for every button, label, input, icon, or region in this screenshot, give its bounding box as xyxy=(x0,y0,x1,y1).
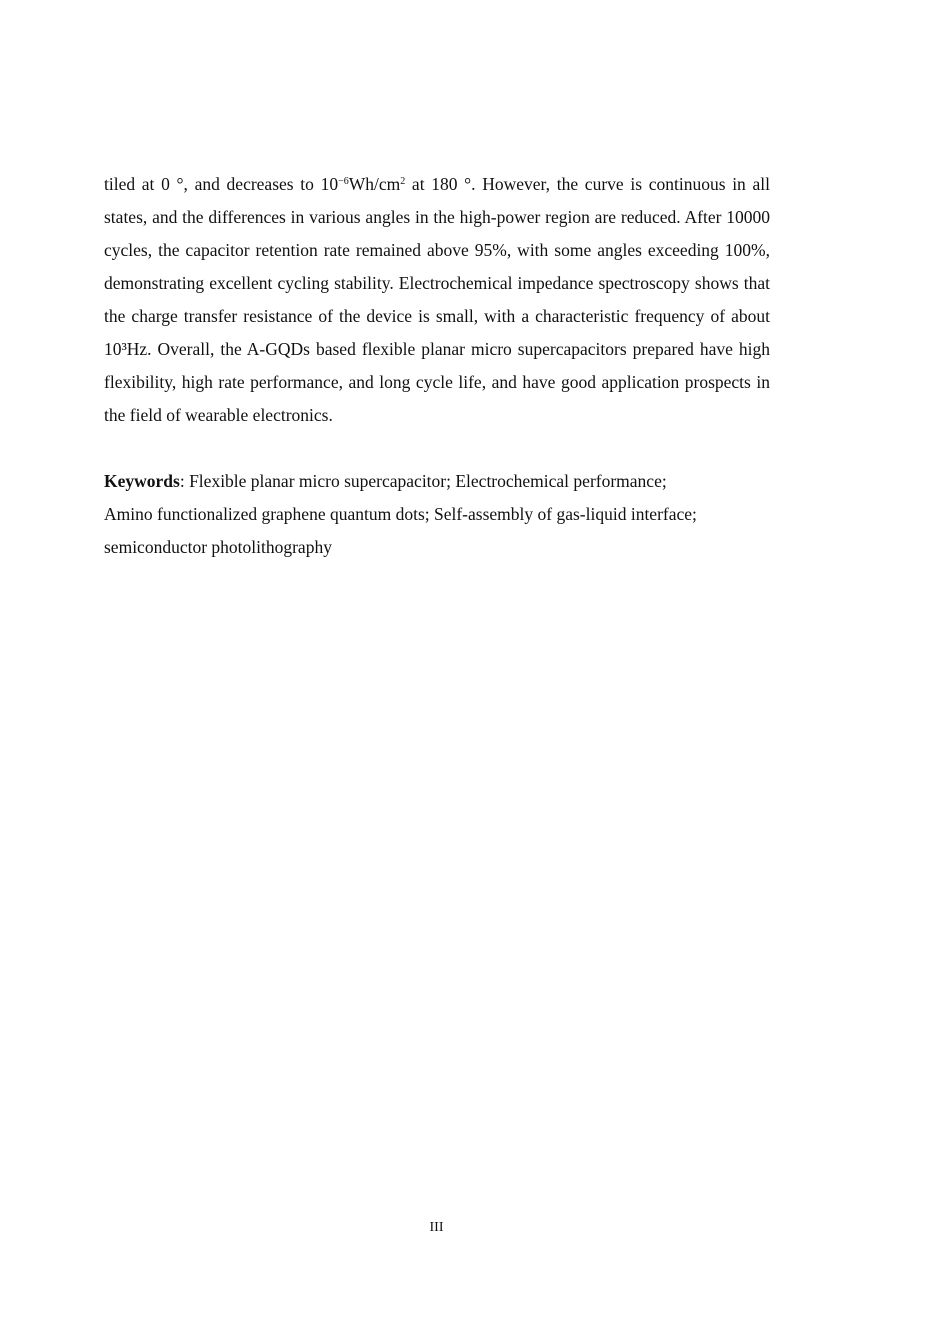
page-number: III xyxy=(429,1220,444,1235)
keywords-line-1: Flexible planar micro supercapacitor; Electrochemical performance; xyxy=(189,471,667,491)
keywords-label: Keywords xyxy=(104,471,180,491)
keywords-line-2: Amino functionalized graphene quantum dots; Self-assembly of gas-liquid interface; xyxy=(104,504,697,524)
abstract-text-start: tiled at 0 °, and decreases to 10 xyxy=(104,174,339,194)
keywords-block xyxy=(104,465,784,564)
energy-density-unit: Wh/cm xyxy=(348,174,401,194)
abstract-text-rest: at 180 °. However, the curve is continuous in all states, and the differences in various angles in the high-power region are reduced. After 10000 cycles, the capacitor retention rate remained above 95%, with some angles exceeding 100%, demonstrating excellent cycling stability. Electrochemical impedance spectroscopy shows that the charge transfer resistance of the device is small, with a characteristic frequency of about 10³Hz. Overall, the A-GQDs based flexible planar micro supercapacitors prepared have high flexibility, high rate performance, and long cycle life, and have good application prospects in the field of wearable electronics. xyxy=(104,174,770,425)
energy-density-exponent: −6 xyxy=(338,176,349,187)
area-unit-exponent: 2 xyxy=(400,176,406,187)
keywords-separator: : xyxy=(179,471,190,491)
abstract-paragraph xyxy=(104,168,770,432)
keywords-line-3: semiconductor photolithography xyxy=(104,537,332,557)
